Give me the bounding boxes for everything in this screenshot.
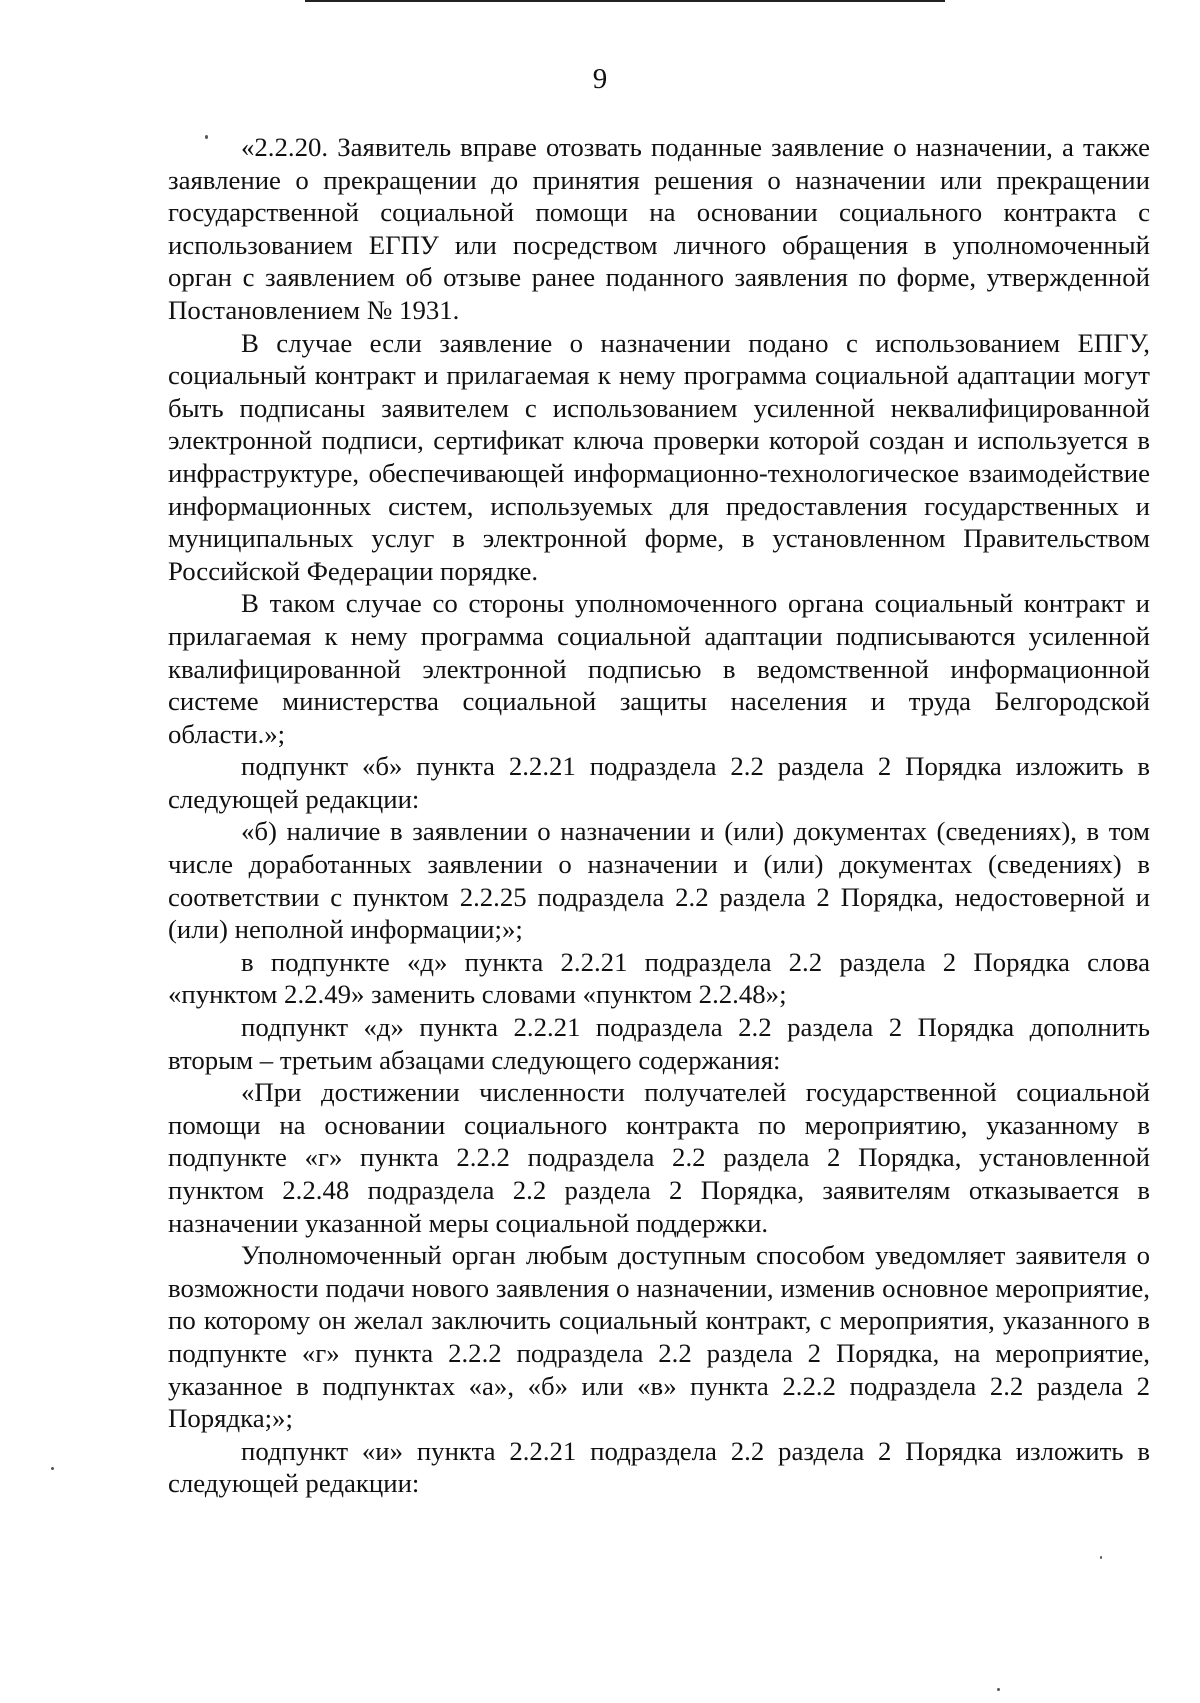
paragraph-recipients-limit: «При достижении численности получателей государственной социальной помощи на основании социального контракта по мероприятию, указанному в подпункте «г» пункта 2.2.2 подраздела 2.2 раздела 2 Порядка, установленной пунктом 2.2.48 подраздела 2.2 раздела 2 Порядка, заявителям отказывается в назначении указанной меры социальной поддержки. bbox=[168, 1077, 1150, 1238]
scan-speck bbox=[997, 1688, 1000, 1691]
document-body bbox=[168, 131, 1150, 1500]
paragraph-subitem-b-text: «б) наличие в заявлении о назначении и (или) документах (сведениях), в том числе доработанных заявлении о назначении и (или) документах (сведениях) в соответствии с пунктом 2.2.25 подраздела 2.2 раздела 2 Порядка, недостоверной и (или) неполной информации;»; bbox=[168, 816, 1150, 945]
scan-speck bbox=[205, 135, 208, 139]
paragraph-authority-signature: В таком случае со стороны уполномоченного органа социальный контракт и прилагаемая к нему программа социальной адаптации подписываются усиленной квалифицированной электронной подписью в ведомственной информационной системе министерства социальной защиты населения и труда Белгородской области.»; bbox=[168, 588, 1150, 749]
paragraph-epgu-signature: В случае если заявление о назначении подано с использованием ЕПГУ, социальный контракт и прилагаемая к нему программа социальной адаптации могут быть подписаны заявителем с использованием усиленной неквалифицированной электронной подписи, сертификат ключа проверки которой создан и используется в инфраструктуре, обеспечивающей информационно-технологическое взаимодействие информационных систем, используемых для предоставления государственных и муниципальных услуг в электронной форме, в установленном Правительством Российской Федерации порядке. bbox=[168, 327, 1150, 586]
page-number: 9 bbox=[592, 63, 608, 95]
paragraph-subitem-i-intro: подпункт «и» пункта 2.2.21 подраздела 2.2 раздела 2 Порядка изложить в следующей редакции: bbox=[168, 1435, 1150, 1499]
scan-speck bbox=[1100, 1556, 1102, 1559]
paragraph-subitem-b-intro: подпункт «б» пункта 2.2.21 подраздела 2.2 раздела 2 Порядка изложить в следующей редакции: bbox=[168, 751, 1150, 814]
scan-top-edge bbox=[305, 0, 945, 2]
paragraph-subitem-d-replace: в подпункте «д» пункта 2.2.21 подраздела 2.2 раздела 2 Порядка слова «пунктом 2.2.49» заменить словами «пунктом 2.2.48»; bbox=[168, 946, 1150, 1010]
paragraph-authority-notifies: Уполномоченный орган любым доступным способом уведомляет заявителя о возможности подачи нового заявления о назначении, изменив основное мероприятие, по которому он желал заключить социальный контракт, с мероприятия, указанного в подпункте «г» пункта 2.2.2 подраздела 2.2 раздела 2 Порядка, на мероприятие, указанное в подпунктах «а», «б» или «в» пункта 2.2.2 подраздела 2.2 раздела 2 Порядка;»; bbox=[168, 1240, 1150, 1434]
paragraph-subitem-d-supplement: подпункт «д» пункта 2.2.21 подраздела 2.2 раздела 2 Порядка дополнить вторым – третьим абзацами следующего содержания: bbox=[168, 1012, 1150, 1075]
scan-speck bbox=[51, 1467, 54, 1470]
paragraph-2-2-20: «2.2.20. Заявитель вправе отозвать поданные заявление о назначении, а также заявление о прекращении до принятия решения о назначении или прекращении государственной социальной помощи на основании социального контракта с использованием ЕГПУ или посредством личного обращения в уполномоченный орган с заявлением об отзыве ранее поданного заявления по форме, утвержденной Постановлением № 1931. bbox=[168, 132, 1150, 325]
